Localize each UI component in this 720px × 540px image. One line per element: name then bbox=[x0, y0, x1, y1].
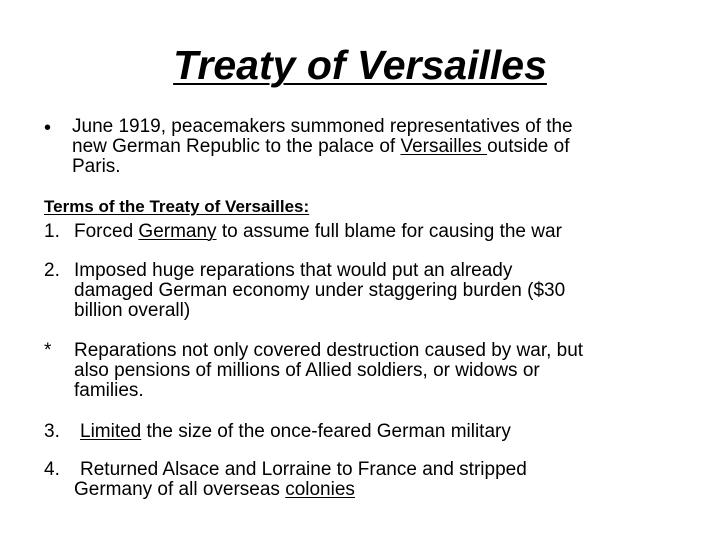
item-number: * bbox=[44, 340, 52, 361]
item-number: 1. bbox=[44, 221, 60, 242]
item-text: Reparations not only covered destruction caused by war, but bbox=[74, 340, 584, 361]
item-text: Imposed huge reparations that would put an already bbox=[74, 260, 513, 281]
item-text: Returned Alsace and Lorraine to France and stripped bbox=[80, 459, 527, 480]
item-number: 2. bbox=[44, 260, 60, 281]
list-item bbox=[44, 261, 684, 321]
item-number: 4. bbox=[44, 459, 60, 480]
item-number: 3. bbox=[44, 421, 60, 442]
intro-line-1: June 1919, peacemakers summoned representatives of the bbox=[72, 116, 573, 137]
item-text: Forced bbox=[74, 221, 139, 242]
slide-title: Treaty of Versailles bbox=[173, 42, 547, 88]
intro-text: outside of bbox=[487, 136, 570, 157]
item-text: to assume full blame for causing the war bbox=[216, 221, 562, 242]
intro-paragraph bbox=[72, 117, 672, 177]
list-item bbox=[44, 460, 684, 500]
item-text: Germany of all overseas bbox=[74, 479, 286, 500]
bullet-marker: • bbox=[44, 117, 52, 139]
intro-text: new German Republic to the palace of bbox=[72, 136, 401, 157]
limited-link[interactable]: Limited bbox=[80, 421, 142, 442]
colonies-link[interactable]: colonies bbox=[285, 479, 355, 500]
intro-line-3: Paris. bbox=[72, 156, 121, 177]
germany-link[interactable]: Germany bbox=[138, 221, 217, 242]
intro-line-2 bbox=[72, 137, 672, 157]
list-item bbox=[44, 222, 684, 242]
item-text: also pensions of millions of Allied soldiers, or widows or bbox=[74, 360, 540, 381]
item-text: the size of the once-feared German military bbox=[141, 421, 511, 442]
list-item bbox=[44, 422, 684, 442]
item-text bbox=[44, 480, 684, 500]
item-text: damaged German economy under staggering burden ($30 bbox=[74, 280, 566, 301]
versailles-link[interactable]: Versailles bbox=[400, 136, 488, 157]
item-text: families. bbox=[74, 380, 144, 401]
item-text: billion overall) bbox=[74, 300, 191, 321]
list-item bbox=[44, 341, 684, 401]
terms-heading: Terms of the Treaty of Versailles: bbox=[44, 197, 310, 216]
